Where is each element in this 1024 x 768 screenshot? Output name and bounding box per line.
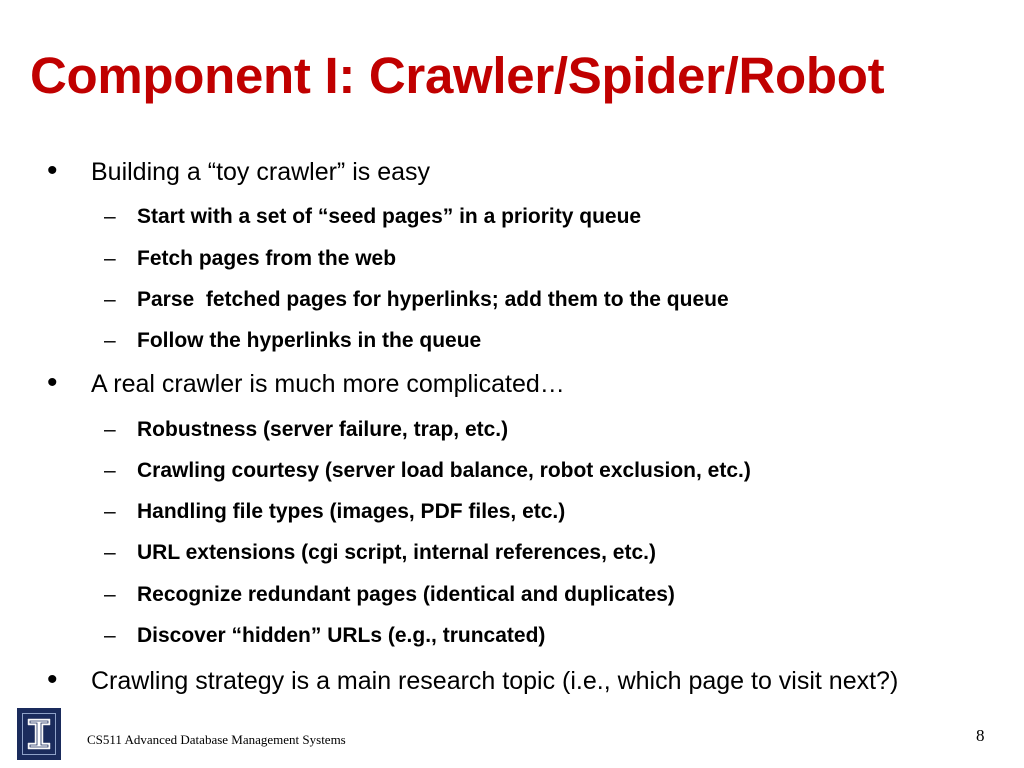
sub-bullet-text: Discover “hidden” URLs (e.g., truncated) xyxy=(137,624,546,647)
dash-icon: – xyxy=(104,329,116,352)
bullet-dot-icon: • xyxy=(47,366,58,399)
sub-bullet-text: Follow the hyperlinks in the queue xyxy=(137,329,482,352)
dash-icon: – xyxy=(104,459,116,482)
footer-course-name: CS511 Advanced Database Management Systems xyxy=(87,732,346,747)
sub-bullet-text: Parse fetched pages for hyperlinks; add them to the queue xyxy=(137,288,729,311)
sub-bullet-text: Handling file types (images, PDF files, etc.) xyxy=(137,500,566,523)
sub-bullet-item xyxy=(104,205,642,229)
bullet-item xyxy=(47,663,899,696)
slide-title: Component I: Crawler/Spider/Robot xyxy=(30,47,885,104)
dash-icon: – xyxy=(104,247,116,270)
dash-icon: – xyxy=(104,418,116,441)
dash-icon: – xyxy=(104,288,116,311)
sub-bullet-item xyxy=(104,583,675,607)
bullet-text: Crawling strategy is a main research topic (i.e., which page to visit next?) xyxy=(91,667,899,695)
sub-bullet-item xyxy=(104,500,566,524)
bullet-text: Building a “toy crawler” is easy xyxy=(91,158,431,186)
illinois-i-mark-icon xyxy=(26,717,52,751)
sub-bullet-item xyxy=(104,541,656,565)
sub-bullet-text: URL extensions (cgi script, internal references, etc.) xyxy=(137,541,656,564)
dash-icon: – xyxy=(104,541,116,564)
sub-bullet-item xyxy=(104,418,509,442)
illinois-logo-icon xyxy=(17,708,61,760)
sub-bullet-item xyxy=(104,247,397,271)
bullet-dot-icon: • xyxy=(47,154,58,187)
sub-bullet-text: Fetch pages from the web xyxy=(137,247,397,270)
sub-bullet-text: Robustness (server failure, trap, etc.) xyxy=(137,418,509,441)
sub-bullet-text: Start with a set of “seed pages” in a priority queue xyxy=(137,205,642,228)
sub-bullet-item xyxy=(104,459,751,483)
bullet-dot-icon: • xyxy=(47,663,58,696)
page-number: 8 xyxy=(976,726,985,745)
sub-bullet-item xyxy=(104,329,482,353)
sub-bullet-item xyxy=(104,624,546,648)
sub-bullet-text: Recognize redundant pages (identical and duplicates) xyxy=(137,583,675,606)
bullet-item xyxy=(47,154,431,187)
dash-icon: – xyxy=(104,624,116,647)
dash-icon: – xyxy=(104,500,116,523)
dash-icon: – xyxy=(104,583,116,606)
bullet-text: A real crawler is much more complicated… xyxy=(91,370,565,398)
sub-bullet-text: Crawling courtesy (server load balance, robot exclusion, etc.) xyxy=(137,459,751,482)
dash-icon: – xyxy=(104,205,116,228)
bullet-item xyxy=(47,366,565,399)
sub-bullet-item xyxy=(104,288,729,312)
